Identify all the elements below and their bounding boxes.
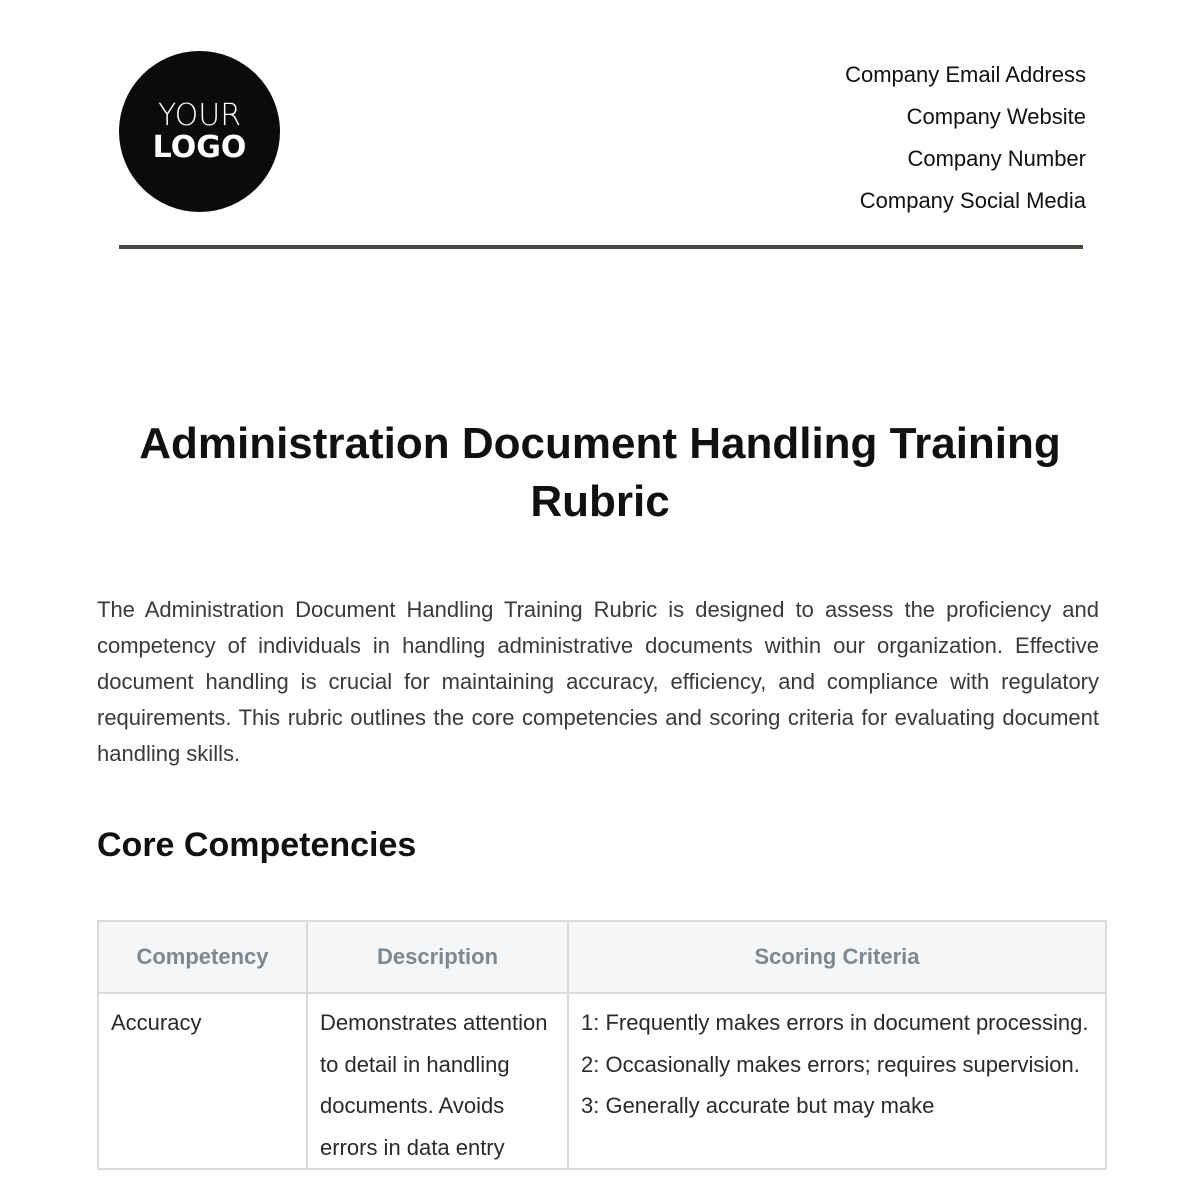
rubric-table xyxy=(97,920,1107,1170)
rubric-table-container xyxy=(97,920,1105,1170)
company-website: Company Website xyxy=(906,104,1086,129)
section-heading-core-competencies: Core Competencies xyxy=(97,826,417,864)
intro-paragraph: The Administration Document Handling Training Rubric is designed to assess the proficiency and competency of individuals in handling administrative documents within our organization. Effective document handling is crucial for maintaining accuracy, efficiency, and compliance with regulatory requirements. This rubric outlines the core competencies and scoring criteria for evaluating document handling skills. xyxy=(97,597,1099,766)
logo-text-your: YOUR xyxy=(157,97,242,133)
document-title: Administration Document Handling Training Rubric xyxy=(139,419,1061,526)
criteria-line: 3: Generally accurate but may make xyxy=(581,1093,935,1118)
company-email: Company Email Address xyxy=(845,62,1086,87)
column-header-competency: Competency xyxy=(98,921,307,993)
company-logo xyxy=(119,51,280,212)
criteria-line: 1: Frequently makes errors in document processing. xyxy=(581,1010,1089,1035)
table-header-row xyxy=(98,921,1106,993)
cell-scoring-criteria xyxy=(568,993,1106,1169)
company-number: Company Number xyxy=(907,146,1086,171)
table-row xyxy=(98,993,1106,1169)
cell-competency: Accuracy xyxy=(98,993,307,1169)
company-social-media: Company Social Media xyxy=(859,188,1086,213)
cell-description: Demonstrates attention to detail in handling documents. Avoids errors in data entry xyxy=(307,993,568,1169)
criteria-line: 2: Occasionally makes errors; requires supervision. xyxy=(581,1051,1080,1077)
header-divider xyxy=(119,245,1083,249)
logo-text-logo: LOGO xyxy=(152,129,247,165)
company-contact-block xyxy=(845,54,1086,222)
column-header-scoring-criteria: Scoring Criteria xyxy=(568,921,1106,993)
column-header-description: Description xyxy=(307,921,568,993)
